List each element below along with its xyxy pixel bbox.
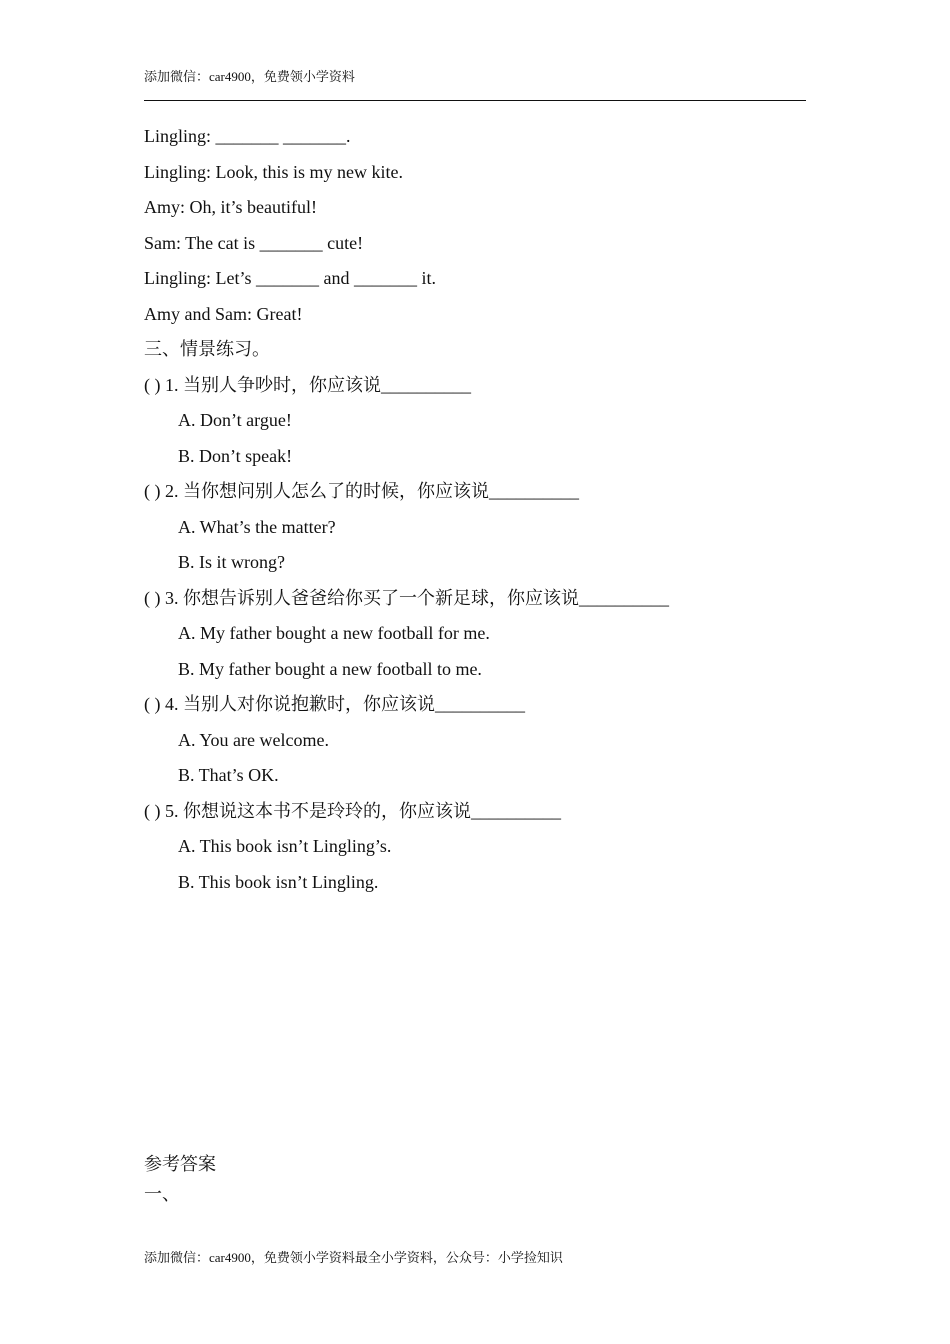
option-b: B. My father bought a new football to me. bbox=[178, 658, 482, 679]
option-a: A. My father bought a new football for me. bbox=[178, 623, 490, 643]
section-title: 三、情景练习。 bbox=[144, 339, 270, 359]
question-stem: ( ) 1. 当别人争吵时，你应该说__________ bbox=[144, 374, 471, 395]
dialogue-line: Amy and Sam: Great! bbox=[144, 303, 303, 324]
question-stem: ( ) 3. 你想告诉别人爸爸给你买了一个新足球，你应该说__________ bbox=[144, 587, 669, 608]
dialogue-line: Amy: Oh, it’s beautiful! bbox=[144, 197, 317, 217]
worksheet-body bbox=[144, 122, 806, 903]
option-a: A. Don’t argue! bbox=[178, 410, 292, 430]
option-a: A. This book isn’t Lingling’s. bbox=[178, 836, 392, 856]
question-stem: ( ) 5. 你想说这本书不是玲玲的，你应该说__________ bbox=[144, 800, 561, 821]
answer-section bbox=[144, 1150, 216, 1210]
option-a: A. What’s the matter? bbox=[178, 516, 336, 537]
dialogue-line: Lingling: Let’s _______ and _______ it. bbox=[144, 268, 436, 288]
option-b: B. This book isn’t Lingling. bbox=[178, 871, 379, 892]
dialogue-line: Sam: The cat is _______ cute! bbox=[144, 232, 364, 253]
option-b: B. Is it wrong? bbox=[178, 552, 285, 572]
answer-part-heading: 一、 bbox=[144, 1184, 180, 1204]
question-stem: ( ) 2. 当你想问别人怎么了的时候，你应该说__________ bbox=[144, 481, 579, 501]
header-note: 添加微信：car4900，免费领小学资料 bbox=[144, 69, 355, 84]
dialogue-line: Lingling: _______ _______. bbox=[144, 126, 351, 146]
question-stem: ( ) 4. 当别人对你说抱歉时，你应该说__________ bbox=[144, 694, 525, 714]
option-b: B. That’s OK. bbox=[178, 765, 279, 785]
footer-note: 添加微信：car4900，免费领小学资料最全小学资料，公众号：小学捡知识 bbox=[144, 1250, 563, 1265]
option-a: A. You are welcome. bbox=[178, 729, 329, 750]
option-b: B. Don’t speak! bbox=[178, 445, 293, 466]
answer-title: 参考答案 bbox=[144, 1154, 216, 1174]
dialogue-line: Lingling: Look, this is my new kite. bbox=[144, 161, 403, 182]
header-divider bbox=[144, 100, 806, 101]
